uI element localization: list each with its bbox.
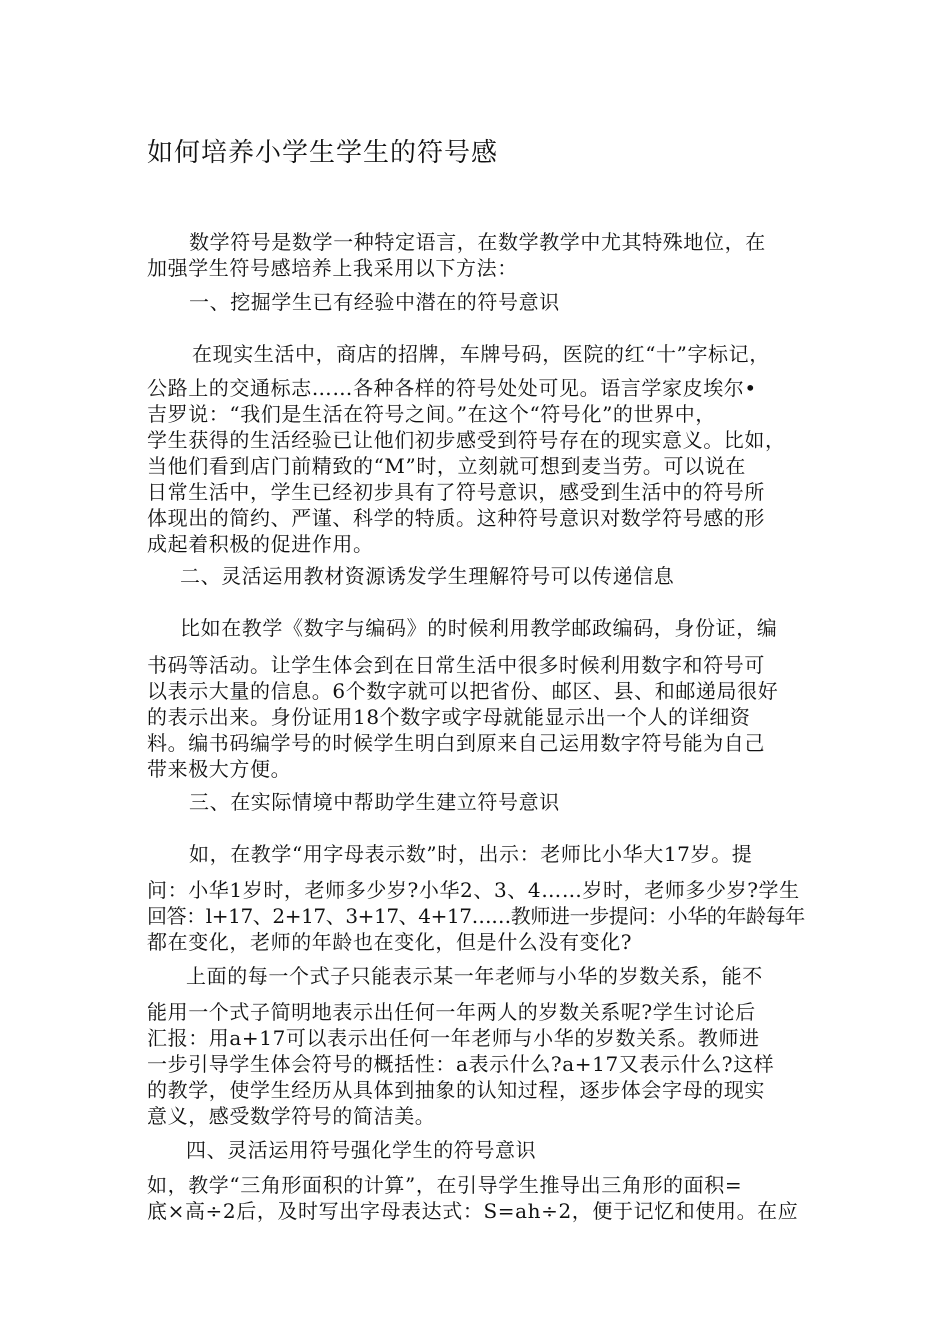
paragraph-line: 当他们看到店门前精致的“M”时，立刻就可想到麦当劳。可以说在	[147, 454, 746, 478]
paragraph-line: 在现实生活中，商店的招牌，车牌号码，医院的红“十”字标记，	[192, 342, 770, 366]
paragraph-line: 一步引导学生体会符号的概括性：a表示什么?a+17又表示什么?这样	[147, 1052, 775, 1076]
paragraph-line: 带来极大方便。	[147, 757, 292, 781]
paragraph-line: 意义，感受数学符号的简洁美。	[147, 1104, 436, 1128]
paragraph-line: 的表示出来。身份证用18个数字或字母就能显示出一个人的详细资	[147, 705, 751, 729]
section-heading: 三、在实际情境中帮助学生建立符号意识	[189, 790, 560, 814]
paragraph-line: 体现出的简约、严谨、科学的特质。这种符号意识对数学符号感的形	[147, 506, 765, 530]
section-heading: 一、挖掘学生已有经验中潜在的符号意识	[189, 290, 560, 314]
paragraph-line: 公路上的交通标志……各种各样的符号处处可见。语言学家皮埃尔•	[147, 376, 757, 400]
paragraph-line: 汇报：用a+17可以表示出任何一年老师与小华的岁数关系。教师进	[147, 1026, 760, 1050]
section-heading: 四、灵活运用符号强化学生的符号意识	[186, 1138, 537, 1162]
page-title: 如何培养小学生学生的符号感	[147, 138, 499, 168]
paragraph-line: 料。编书码编学号的时候学生明白到原来自己运用数字符号能为自己	[147, 731, 765, 755]
paragraph-line: 以表示大量的信息。6个数字就可以把省份、邮区、县、和邮递局很好	[147, 679, 779, 703]
paragraph-line: 如，在教学“用字母表示数”时，出示：老师比小华大17岁。提	[189, 842, 753, 866]
section-heading: 二、灵活运用教材资源诱发学生理解符号可以传递信息	[180, 564, 675, 588]
paragraph-line: 问：小华1岁时，老师多少岁?小华2、3、4……岁时，老师多少岁?学生	[147, 878, 800, 902]
paragraph-line: 如，教学“三角形面积的计算”，在引导学生推导出三角形的面积=	[147, 1173, 743, 1197]
paragraph-line: 能用一个式子简明地表示出任何一年两人的岁数关系呢?学生讨论后	[147, 1000, 756, 1024]
paragraph-line: 的教学，使学生经历从具体到抽象的认知过程，逐步体会字母的现实	[147, 1078, 765, 1102]
paragraph-line: 比如在教学《数字与编码》的时候利用教学邮政编码，身份证，编	[180, 616, 778, 640]
paragraph-line: 上面的每一个式子只能表示某一年老师与小华的岁数关系，能不	[186, 964, 763, 988]
paragraph-line: 书码等活动。让学生体会到在日常生活中很多时候利用数字和符号可	[147, 653, 765, 677]
paragraph-line: 底×高÷2后，及时写出字母表达式：S=ah÷2，便于记忆和使用。在应	[147, 1199, 799, 1223]
intro-line: 数学符号是数学一种特定语言，在数学教学中尤其特殊地位，在	[189, 230, 766, 254]
intro-line: 加强学生符号感培养上我采用以下方法：	[147, 256, 518, 280]
paragraph-line: 吉罗说：“我们是生活在符号之间。”在这个“符号化”的世界中，	[147, 402, 716, 426]
paragraph-line: 回答：l+17、2+17、3+17、4+17……教师进一步提问：小华的年龄每年	[147, 904, 805, 928]
paragraph-line: 成起着积极的促进作用。	[147, 532, 374, 556]
paragraph-line: 日常生活中，学生已经初步具有了符号意识，感受到生活中的符号所	[147, 480, 765, 504]
paragraph-line: 学生获得的生活经验已让他们初步感受到符号存在的现实意义。比如，	[147, 428, 786, 452]
paragraph-line: 都在变化，老师的年龄也在变化，但是什么没有变化?	[147, 930, 633, 954]
